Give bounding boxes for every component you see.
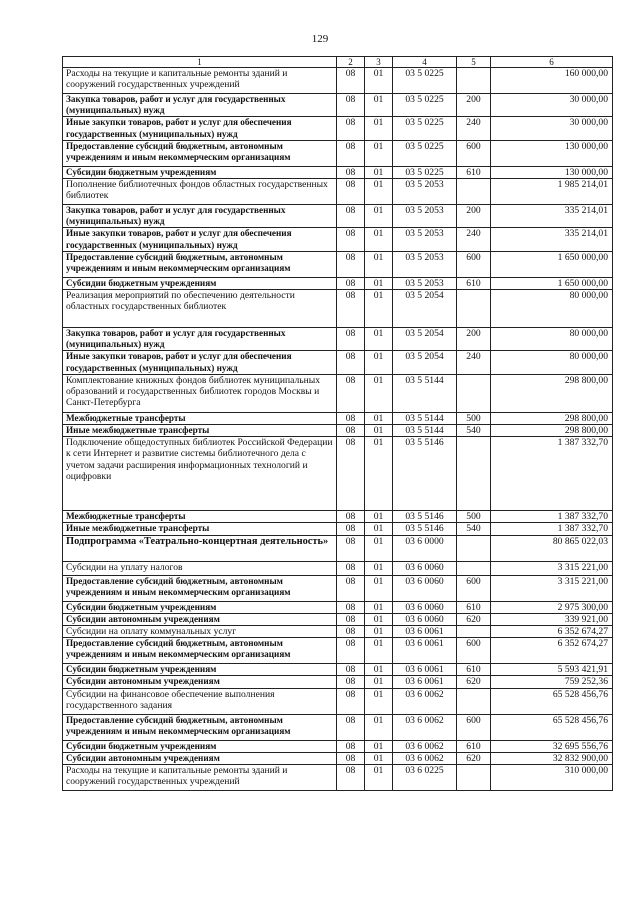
column-header: 3 <box>365 57 393 68</box>
expense-type-code <box>457 179 491 205</box>
row-name: Иные закупки товаров, работ и услуг для обеспечения государственных (муниципальных) нужд <box>63 351 337 374</box>
table-row <box>63 714 613 740</box>
column-header: 5 <box>457 57 491 68</box>
amount: 80 865 022,03 <box>491 535 613 561</box>
table-row <box>63 613 613 625</box>
expense-type-code: 240 <box>457 117 491 140</box>
section-code: 08 <box>337 523 365 535</box>
target-article-code: 03 5 2053 <box>393 228 457 251</box>
page-number: 129 <box>311 33 329 45</box>
expense-type-code: 600 <box>457 714 491 740</box>
target-article-code: 03 6 0060 <box>393 601 457 613</box>
subsection-code: 01 <box>365 765 393 791</box>
table-row <box>63 765 613 791</box>
row-name: Предоставление субсидий бюджетным, автономным учреждениям и иным некоммерческим организациям <box>63 140 337 166</box>
row-name: Иные закупки товаров, работ и услуг для обеспечения государственных (муниципальных) нужд <box>63 117 337 140</box>
subsection-code: 01 <box>365 664 393 676</box>
amount: 298 800,00 <box>491 425 613 437</box>
amount: 65 528 456,76 <box>491 688 613 714</box>
table-row <box>63 752 613 764</box>
amount: 335 214,01 <box>491 228 613 251</box>
section-code: 08 <box>337 740 365 752</box>
section-code: 08 <box>337 351 365 374</box>
target-article-code: 03 6 0062 <box>393 688 457 714</box>
section-code: 08 <box>337 94 365 117</box>
section-code: 08 <box>337 752 365 764</box>
table-row <box>63 205 613 228</box>
section-code: 08 <box>337 575 365 601</box>
column-header: 2 <box>337 57 365 68</box>
table-row <box>63 351 613 374</box>
section-code: 08 <box>337 140 365 166</box>
row-name: Субсидии бюджетным учреждениям <box>63 601 337 613</box>
expense-type-code <box>457 535 491 561</box>
subsection-code: 01 <box>365 425 393 437</box>
amount: 32 832 900,00 <box>491 752 613 764</box>
table-row <box>63 290 613 328</box>
section-code: 08 <box>337 664 365 676</box>
target-article-code: 03 6 0061 <box>393 676 457 688</box>
table-row <box>63 523 613 535</box>
target-article-code: 03 5 0225 <box>393 94 457 117</box>
section-code: 08 <box>337 601 365 613</box>
target-article-code: 03 6 0000 <box>393 535 457 561</box>
target-article-code: 03 5 5144 <box>393 412 457 424</box>
expense-type-code: 600 <box>457 638 491 664</box>
amount: 310 000,00 <box>491 765 613 791</box>
section-code: 08 <box>337 228 365 251</box>
expense-type-code: 610 <box>457 664 491 676</box>
subsection-code: 01 <box>365 117 393 140</box>
table-row <box>63 638 613 664</box>
column-numbers-row <box>63 57 613 68</box>
target-article-code: 03 6 0060 <box>393 613 457 625</box>
subsection-code: 01 <box>365 688 393 714</box>
row-name: Субсидии на уплату налогов <box>63 561 337 575</box>
subsection-code: 01 <box>365 752 393 764</box>
target-article-code: 03 5 0225 <box>393 117 457 140</box>
subsection-code: 01 <box>365 374 393 412</box>
amount: 1 387 332,70 <box>491 511 613 523</box>
target-article-code: 03 6 0062 <box>393 740 457 752</box>
column-header: 1 <box>63 57 337 68</box>
target-article-code: 03 5 0225 <box>393 140 457 166</box>
table-row <box>63 94 613 117</box>
expense-type-code: 240 <box>457 351 491 374</box>
section-code: 08 <box>337 561 365 575</box>
row-name: Предоставление субсидий бюджетным, автономным учреждениям и иным некоммерческим организациям <box>63 575 337 601</box>
row-name: Иные закупки товаров, работ и услуг для обеспечения государственных (муниципальных) нужд <box>63 228 337 251</box>
row-name: Расходы на текущие и капитальные ремонты зданий и сооружений государственных учреждений <box>63 765 337 791</box>
section-code: 08 <box>337 714 365 740</box>
expense-type-code: 610 <box>457 277 491 289</box>
amount: 130 000,00 <box>491 166 613 178</box>
amount: 2 975 300,00 <box>491 601 613 613</box>
expense-type-code <box>457 374 491 412</box>
section-code: 08 <box>337 179 365 205</box>
table-row <box>63 601 613 613</box>
row-name: Субсидии бюджетным учреждениям <box>63 740 337 752</box>
target-article-code: 03 6 0061 <box>393 664 457 676</box>
subsection-code: 01 <box>365 535 393 561</box>
amount: 30 000,00 <box>491 117 613 140</box>
expense-type-code: 540 <box>457 425 491 437</box>
expense-type-code: 620 <box>457 613 491 625</box>
expense-type-code: 600 <box>457 575 491 601</box>
amount: 65 528 456,76 <box>491 714 613 740</box>
expense-type-code: 540 <box>457 523 491 535</box>
expense-type-code <box>457 68 491 94</box>
subsection-code: 01 <box>365 228 393 251</box>
row-name: Субсидии бюджетным учреждениям <box>63 166 337 178</box>
amount: 298 800,00 <box>491 374 613 412</box>
expense-type-code: 200 <box>457 94 491 117</box>
subsection-code: 01 <box>365 561 393 575</box>
subsection-code: 01 <box>365 166 393 178</box>
row-name: Субсидии на оплату коммунальных услуг <box>63 626 337 638</box>
expense-type-code: 500 <box>457 412 491 424</box>
amount: 759 252,36 <box>491 676 613 688</box>
subsection-code: 01 <box>365 601 393 613</box>
row-name: Субсидии автономным учреждениям <box>63 613 337 625</box>
target-article-code: 03 5 0225 <box>393 68 457 94</box>
amount: 335 214,01 <box>491 205 613 228</box>
section-code: 08 <box>337 613 365 625</box>
amount: 130 000,00 <box>491 140 613 166</box>
subsection-code: 01 <box>365 575 393 601</box>
subsection-code: 01 <box>365 714 393 740</box>
subsection-code: 01 <box>365 523 393 535</box>
table-row <box>63 575 613 601</box>
row-name: Субсидии бюджетным учреждениям <box>63 277 337 289</box>
subsection-code: 01 <box>365 277 393 289</box>
section-code: 08 <box>337 117 365 140</box>
table-row <box>63 412 613 424</box>
expense-type-code: 600 <box>457 140 491 166</box>
section-code: 08 <box>337 688 365 714</box>
table-row <box>63 664 613 676</box>
table-row <box>63 166 613 178</box>
amount: 160 000,00 <box>491 68 613 94</box>
expense-type-code: 610 <box>457 166 491 178</box>
row-name: Субсидии на финансовое обеспечение выполнения государственного задания <box>63 688 337 714</box>
section-code: 08 <box>337 535 365 561</box>
row-name: Подключение общедоступных библиотек Российской Федерации к сети Интернет и развитие системы библиотечного дела с учетом задачи расширения информационных технологий и оцифровки <box>63 437 337 511</box>
table-row <box>63 740 613 752</box>
expense-type-code <box>457 437 491 511</box>
section-code: 08 <box>337 374 365 412</box>
row-name: Межбюджетные трансферты <box>63 412 337 424</box>
table-row <box>63 561 613 575</box>
amount: 1 650 000,00 <box>491 277 613 289</box>
row-name: Реализация мероприятий по обеспечению деятельности областных государственных библиотек <box>63 290 337 328</box>
section-code: 08 <box>337 511 365 523</box>
expense-type-code <box>457 561 491 575</box>
expense-type-code: 200 <box>457 205 491 228</box>
amount: 80 000,00 <box>491 290 613 328</box>
target-article-code: 03 5 5146 <box>393 523 457 535</box>
row-name: Расходы на текущие и капитальные ремонты зданий и сооружений государственных учреждений <box>63 68 337 94</box>
target-article-code: 03 6 0062 <box>393 752 457 764</box>
column-header: 6 <box>491 57 613 68</box>
amount: 30 000,00 <box>491 94 613 117</box>
subsection-code: 01 <box>365 626 393 638</box>
row-name: Закупка товаров, работ и услуг для государственных (муниципальных) нужд <box>63 94 337 117</box>
row-name: Иные межбюджетные трансферты <box>63 523 337 535</box>
table-row <box>63 328 613 351</box>
section-code: 08 <box>337 425 365 437</box>
target-article-code: 03 5 5144 <box>393 374 457 412</box>
section-code: 08 <box>337 437 365 511</box>
table-row <box>63 374 613 412</box>
expense-type-code <box>457 765 491 791</box>
row-name: Субсидии автономным учреждениям <box>63 676 337 688</box>
expense-type-code: 240 <box>457 228 491 251</box>
section-code: 08 <box>337 166 365 178</box>
amount: 32 695 556,76 <box>491 740 613 752</box>
section-code: 08 <box>337 328 365 351</box>
expense-type-code <box>457 290 491 328</box>
subsection-code: 01 <box>365 676 393 688</box>
target-article-code: 03 5 2054 <box>393 351 457 374</box>
section-code: 08 <box>337 290 365 328</box>
amount: 3 315 221,00 <box>491 561 613 575</box>
row-name: Иные межбюджетные трансферты <box>63 425 337 437</box>
row-name: Субсидии бюджетным учреждениям <box>63 664 337 676</box>
table-row <box>63 117 613 140</box>
table-row <box>63 228 613 251</box>
target-article-code: 03 5 2054 <box>393 328 457 351</box>
row-name: Пополнение библиотечных фондов областных государственных библиотек <box>63 179 337 205</box>
target-article-code: 03 5 0225 <box>393 166 457 178</box>
row-name: Предоставление субсидий бюджетным, автономным учреждениям и иным некоммерческим организациям <box>63 638 337 664</box>
expense-type-code <box>457 626 491 638</box>
section-code: 08 <box>337 205 365 228</box>
row-name: Предоставление субсидий бюджетным, автономным учреждениям и иным некоммерческим организациям <box>63 714 337 740</box>
subsection-code: 01 <box>365 179 393 205</box>
target-article-code: 03 5 5144 <box>393 425 457 437</box>
section-code: 08 <box>337 626 365 638</box>
target-article-code: 03 5 2054 <box>393 290 457 328</box>
expense-type-code: 600 <box>457 251 491 277</box>
row-name: Предоставление субсидий бюджетным, автономным учреждениям и иным некоммерческим организациям <box>63 251 337 277</box>
subsection-code: 01 <box>365 638 393 664</box>
target-article-code: 03 6 0061 <box>393 638 457 664</box>
target-article-code: 03 5 2053 <box>393 179 457 205</box>
target-article-code: 03 5 5146 <box>393 437 457 511</box>
row-name: Закупка товаров, работ и услуг для государственных (муниципальных) нужд <box>63 328 337 351</box>
expense-type-code: 620 <box>457 676 491 688</box>
section-code: 08 <box>337 765 365 791</box>
subsection-code: 01 <box>365 437 393 511</box>
target-article-code: 03 5 2053 <box>393 205 457 228</box>
expense-type-code: 610 <box>457 740 491 752</box>
section-code: 08 <box>337 412 365 424</box>
target-article-code: 03 6 0061 <box>393 626 457 638</box>
amount: 298 800,00 <box>491 412 613 424</box>
target-article-code: 03 6 0060 <box>393 575 457 601</box>
amount: 6 352 674,27 <box>491 638 613 664</box>
expense-type-code: 500 <box>457 511 491 523</box>
row-name: Закупка товаров, работ и услуг для государственных (муниципальных) нужд <box>63 205 337 228</box>
subsection-code: 01 <box>365 328 393 351</box>
table-row <box>63 676 613 688</box>
section-code: 08 <box>337 277 365 289</box>
target-article-code: 03 6 0062 <box>393 714 457 740</box>
amount: 1 650 000,00 <box>491 251 613 277</box>
row-name: Подпрограмма «Театрально-концертная деятельность» <box>63 535 337 561</box>
section-code: 08 <box>337 68 365 94</box>
subsection-code: 01 <box>365 613 393 625</box>
amount: 80 000,00 <box>491 328 613 351</box>
subsection-code: 01 <box>365 68 393 94</box>
subsection-code: 01 <box>365 205 393 228</box>
table-row <box>63 535 613 561</box>
subsection-code: 01 <box>365 740 393 752</box>
row-name: Субсидии автономным учреждениям <box>63 752 337 764</box>
table-row <box>63 179 613 205</box>
amount: 80 000,00 <box>491 351 613 374</box>
subsection-code: 01 <box>365 351 393 374</box>
subsection-code: 01 <box>365 412 393 424</box>
row-name: Межбюджетные трансферты <box>63 511 337 523</box>
column-header: 4 <box>393 57 457 68</box>
amount: 1 387 332,70 <box>491 523 613 535</box>
expense-type-code: 200 <box>457 328 491 351</box>
amount: 1 985 214,01 <box>491 179 613 205</box>
subsection-code: 01 <box>365 251 393 277</box>
table-row <box>63 511 613 523</box>
budget-table <box>62 56 613 791</box>
row-name: Комплектование книжных фондов библиотек муниципальных образований и государственных библиотек городов Москвы и Санкт-Петербурга <box>63 374 337 412</box>
subsection-code: 01 <box>365 94 393 117</box>
amount: 3 315 221,00 <box>491 575 613 601</box>
table-row <box>63 140 613 166</box>
subsection-code: 01 <box>365 140 393 166</box>
subsection-code: 01 <box>365 511 393 523</box>
target-article-code: 03 6 0060 <box>393 561 457 575</box>
table-row <box>63 425 613 437</box>
section-code: 08 <box>337 251 365 277</box>
table-row <box>63 68 613 94</box>
table-row <box>63 437 613 511</box>
section-code: 08 <box>337 676 365 688</box>
amount: 5 593 421,91 <box>491 664 613 676</box>
target-article-code: 03 5 2053 <box>393 251 457 277</box>
target-article-code: 03 6 0225 <box>393 765 457 791</box>
table-row <box>63 251 613 277</box>
expense-type-code: 620 <box>457 752 491 764</box>
expense-type-code: 610 <box>457 601 491 613</box>
amount: 339 921,00 <box>491 613 613 625</box>
table-row <box>63 626 613 638</box>
target-article-code: 03 5 5146 <box>393 511 457 523</box>
amount: 6 352 674,27 <box>491 626 613 638</box>
subsection-code: 01 <box>365 290 393 328</box>
amount: 1 387 332,70 <box>491 437 613 511</box>
section-code: 08 <box>337 638 365 664</box>
table-row <box>63 277 613 289</box>
target-article-code: 03 5 2053 <box>393 277 457 289</box>
expense-type-code <box>457 688 491 714</box>
table-row <box>63 688 613 714</box>
